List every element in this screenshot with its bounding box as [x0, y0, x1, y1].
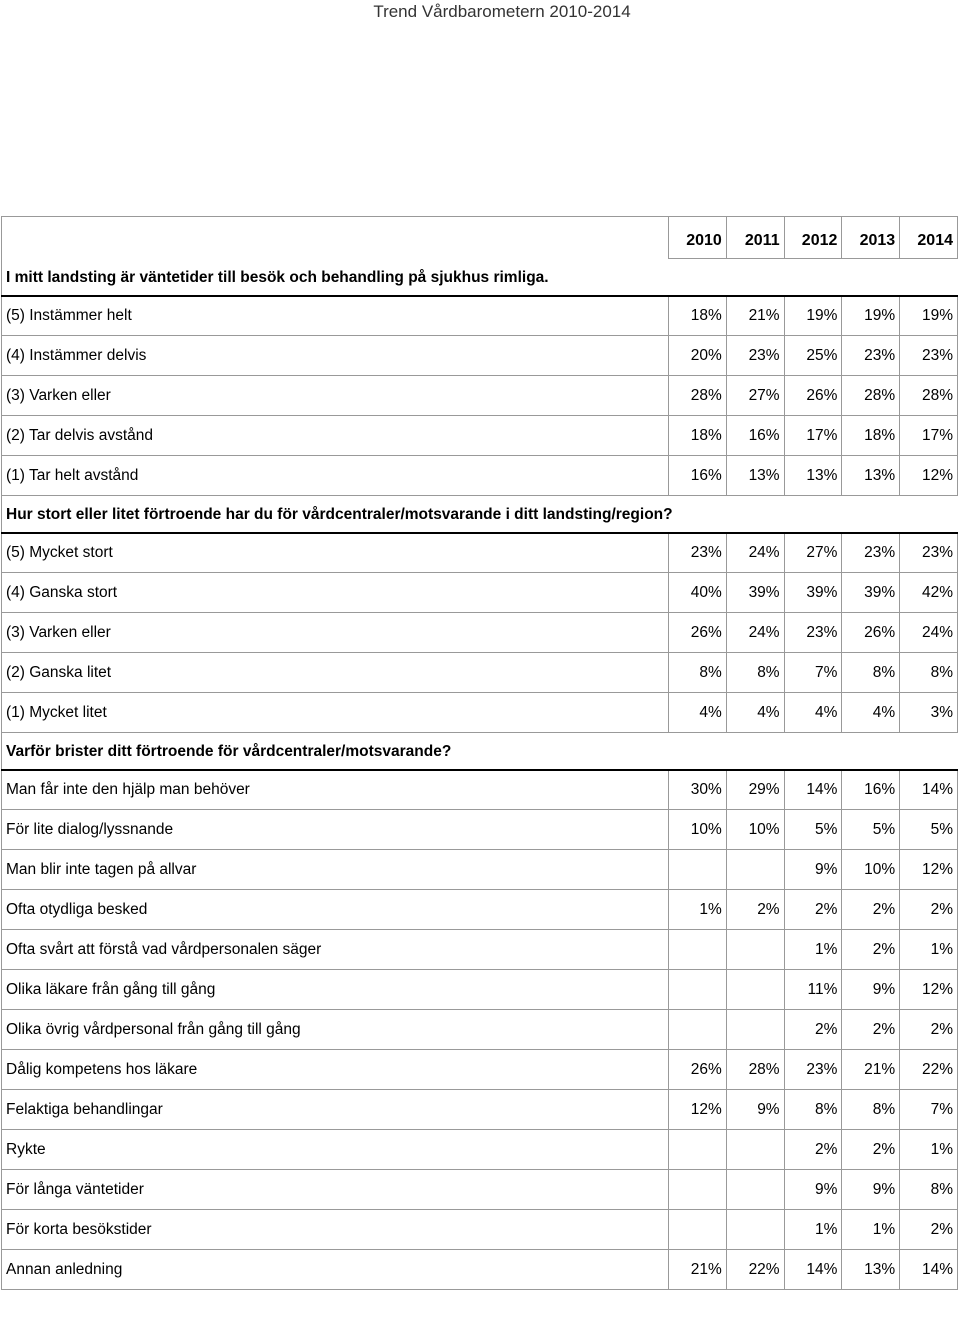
- table-row: [2, 416, 958, 456]
- row-label: (3) Varken eller: [2, 376, 669, 416]
- value-cell-2013: 39%: [842, 573, 900, 613]
- value-cell-2014: 5%: [900, 810, 958, 850]
- value-cell-2014: 14%: [900, 770, 958, 810]
- value-cell-2014: 24%: [900, 613, 958, 653]
- row-label: Ofta otydliga besked: [2, 890, 669, 930]
- value-cell-2012: 2%: [784, 1130, 842, 1170]
- value-cell-2013: 8%: [842, 1090, 900, 1130]
- table-row: [2, 336, 958, 376]
- table-row: [2, 890, 958, 930]
- value-cell-2010: 40%: [669, 573, 727, 613]
- header-empty-cell: [2, 217, 669, 259]
- value-cell-2012: 4%: [784, 693, 842, 733]
- value-cell-2011: 27%: [726, 376, 784, 416]
- table-row: [2, 613, 958, 653]
- value-cell-2010: 16%: [669, 456, 727, 496]
- value-cell-2013: 23%: [842, 336, 900, 376]
- row-label: (4) Ganska stort: [2, 573, 669, 613]
- value-cell-2013: 18%: [842, 416, 900, 456]
- value-cell-2012: 23%: [784, 1050, 842, 1090]
- table-row: [2, 653, 958, 693]
- value-cell-2013: 2%: [842, 890, 900, 930]
- value-cell-2012: 1%: [784, 1210, 842, 1250]
- section-title-row: [2, 496, 958, 533]
- value-cell-2011: 23%: [726, 336, 784, 376]
- value-cell-2010: 26%: [669, 1050, 727, 1090]
- row-label: (2) Ganska litet: [2, 653, 669, 693]
- value-cell-2011: 8%: [726, 653, 784, 693]
- row-label: Felaktiga behandlingar: [2, 1090, 669, 1130]
- section-title: Hur stort eller litet förtroende har du för vårdcentraler/motsvarande i ditt landsting/region?: [2, 496, 958, 533]
- row-label: (2) Tar delvis avstånd: [2, 416, 669, 456]
- table-row: [2, 1050, 958, 1090]
- value-cell-2010: 18%: [669, 296, 727, 336]
- value-cell-2011: 9%: [726, 1090, 784, 1130]
- value-cell-2011: 13%: [726, 456, 784, 496]
- value-cell-2012: 2%: [784, 1010, 842, 1050]
- value-cell-2013: 13%: [842, 1250, 900, 1290]
- value-cell-2014: 2%: [900, 1210, 958, 1250]
- value-cell-2011: 4%: [726, 693, 784, 733]
- value-cell-2011: [726, 1170, 784, 1210]
- row-label: För lite dialog/lyssnande: [2, 810, 669, 850]
- value-cell-2014: 14%: [900, 1250, 958, 1290]
- value-cell-2012: 2%: [784, 890, 842, 930]
- value-cell-2011: 2%: [726, 890, 784, 930]
- value-cell-2012: 9%: [784, 850, 842, 890]
- value-cell-2012: 11%: [784, 970, 842, 1010]
- value-cell-2010: [669, 930, 727, 970]
- value-cell-2014: 2%: [900, 890, 958, 930]
- value-cell-2010: 30%: [669, 770, 727, 810]
- row-label: Rykte: [2, 1130, 669, 1170]
- value-cell-2011: 28%: [726, 1050, 784, 1090]
- table-row: [2, 296, 958, 336]
- value-cell-2010: [669, 1010, 727, 1050]
- value-cell-2012: 27%: [784, 533, 842, 573]
- value-cell-2013: 2%: [842, 930, 900, 970]
- value-cell-2014: 17%: [900, 416, 958, 456]
- year-header-2011: 2011: [726, 217, 784, 259]
- value-cell-2013: 19%: [842, 296, 900, 336]
- value-cell-2011: [726, 850, 784, 890]
- value-cell-2010: 26%: [669, 613, 727, 653]
- table-row: [2, 1250, 958, 1290]
- value-cell-2014: 19%: [900, 296, 958, 336]
- value-cell-2011: 21%: [726, 296, 784, 336]
- value-cell-2010: 12%: [669, 1090, 727, 1130]
- section-title-row: [2, 733, 958, 770]
- value-cell-2013: 2%: [842, 1130, 900, 1170]
- value-cell-2010: 4%: [669, 693, 727, 733]
- value-cell-2013: 16%: [842, 770, 900, 810]
- value-cell-2012: 7%: [784, 653, 842, 693]
- value-cell-2013: 9%: [842, 1170, 900, 1210]
- row-label: För långa väntetider: [2, 1170, 669, 1210]
- value-cell-2010: 21%: [669, 1250, 727, 1290]
- row-label: (1) Mycket litet: [2, 693, 669, 733]
- value-cell-2014: 7%: [900, 1090, 958, 1130]
- value-cell-2014: 1%: [900, 930, 958, 970]
- section-title: Varför brister ditt förtroende för vårdcentraler/motsvarande?: [2, 733, 958, 770]
- row-label: (4) Instämmer delvis: [2, 336, 669, 376]
- value-cell-2010: 20%: [669, 336, 727, 376]
- row-label: Man blir inte tagen på allvar: [2, 850, 669, 890]
- row-label: (1) Tar helt avstånd: [2, 456, 669, 496]
- value-cell-2011: 39%: [726, 573, 784, 613]
- value-cell-2010: 1%: [669, 890, 727, 930]
- section-title: I mitt landsting är väntetider till besök och behandling på sjukhus rimliga.: [2, 259, 958, 296]
- table-row: [2, 1170, 958, 1210]
- value-cell-2014: 1%: [900, 1130, 958, 1170]
- value-cell-2010: 8%: [669, 653, 727, 693]
- value-cell-2010: [669, 1210, 727, 1250]
- value-cell-2014: 23%: [900, 336, 958, 376]
- value-cell-2012: 19%: [784, 296, 842, 336]
- value-cell-2013: 8%: [842, 653, 900, 693]
- value-cell-2014: 2%: [900, 1010, 958, 1050]
- value-cell-2010: 28%: [669, 376, 727, 416]
- value-cell-2011: 16%: [726, 416, 784, 456]
- value-cell-2011: 24%: [726, 613, 784, 653]
- value-cell-2014: 12%: [900, 850, 958, 890]
- value-cell-2013: 4%: [842, 693, 900, 733]
- value-cell-2014: 8%: [900, 1170, 958, 1210]
- year-header-2013: 2013: [842, 217, 900, 259]
- value-cell-2011: [726, 970, 784, 1010]
- table-row: [2, 850, 958, 890]
- value-cell-2012: 1%: [784, 930, 842, 970]
- table-row: [2, 810, 958, 850]
- table-row: [2, 376, 958, 416]
- year-header-row: [2, 217, 958, 259]
- survey-table: [1, 216, 958, 1290]
- table-row: [2, 770, 958, 810]
- row-label: För korta besökstider: [2, 1210, 669, 1250]
- value-cell-2013: 1%: [842, 1210, 900, 1250]
- value-cell-2014: 12%: [900, 456, 958, 496]
- value-cell-2012: 14%: [784, 1250, 842, 1290]
- value-cell-2012: 25%: [784, 336, 842, 376]
- row-label: Dålig kompetens hos läkare: [2, 1050, 669, 1090]
- section-title-row: [2, 259, 958, 296]
- row-label: Annan anledning: [2, 1250, 669, 1290]
- row-label: (5) Mycket stort: [2, 533, 669, 573]
- value-cell-2013: 26%: [842, 613, 900, 653]
- value-cell-2010: [669, 850, 727, 890]
- value-cell-2014: 22%: [900, 1050, 958, 1090]
- year-header-2014: 2014: [900, 217, 958, 259]
- value-cell-2013: 5%: [842, 810, 900, 850]
- table-row: [2, 1210, 958, 1250]
- value-cell-2012: 23%: [784, 613, 842, 653]
- table-row: [2, 693, 958, 733]
- row-label: Man får inte den hjälp man behöver: [2, 770, 669, 810]
- value-cell-2014: 28%: [900, 376, 958, 416]
- row-label: Olika läkare från gång till gång: [2, 970, 669, 1010]
- value-cell-2014: 23%: [900, 533, 958, 573]
- value-cell-2012: 17%: [784, 416, 842, 456]
- row-label: Ofta svårt att förstå vad vårdpersonalen säger: [2, 930, 669, 970]
- value-cell-2014: 42%: [900, 573, 958, 613]
- row-label: (5) Instämmer helt: [2, 296, 669, 336]
- table-row: [2, 533, 958, 573]
- row-label: Olika övrig vårdpersonal från gång till gång: [2, 1010, 669, 1050]
- table-row: [2, 456, 958, 496]
- value-cell-2011: [726, 1210, 784, 1250]
- value-cell-2012: 39%: [784, 573, 842, 613]
- value-cell-2012: 9%: [784, 1170, 842, 1210]
- value-cell-2011: [726, 1010, 784, 1050]
- value-cell-2014: 8%: [900, 653, 958, 693]
- value-cell-2013: 10%: [842, 850, 900, 890]
- value-cell-2011: 24%: [726, 533, 784, 573]
- value-cell-2013: 28%: [842, 376, 900, 416]
- table-row: [2, 970, 958, 1010]
- value-cell-2012: 14%: [784, 770, 842, 810]
- value-cell-2011: [726, 1130, 784, 1170]
- table-row: [2, 573, 958, 613]
- value-cell-2013: 2%: [842, 1010, 900, 1050]
- value-cell-2011: [726, 930, 784, 970]
- value-cell-2012: 13%: [784, 456, 842, 496]
- table-row: [2, 1130, 958, 1170]
- value-cell-2014: 3%: [900, 693, 958, 733]
- value-cell-2012: 8%: [784, 1090, 842, 1130]
- value-cell-2013: 23%: [842, 533, 900, 573]
- value-cell-2010: 18%: [669, 416, 727, 456]
- value-cell-2012: 26%: [784, 376, 842, 416]
- value-cell-2014: 12%: [900, 970, 958, 1010]
- value-cell-2013: 9%: [842, 970, 900, 1010]
- value-cell-2012: 5%: [784, 810, 842, 850]
- value-cell-2013: 13%: [842, 456, 900, 496]
- year-header-2010: 2010: [669, 217, 727, 259]
- year-header-2012: 2012: [784, 217, 842, 259]
- value-cell-2010: 10%: [669, 810, 727, 850]
- value-cell-2011: 29%: [726, 770, 784, 810]
- value-cell-2010: [669, 1130, 727, 1170]
- table-row: [2, 930, 958, 970]
- value-cell-2010: 23%: [669, 533, 727, 573]
- row-label: (3) Varken eller: [2, 613, 669, 653]
- table-row: [2, 1090, 958, 1130]
- survey-table-body: [2, 217, 958, 1290]
- value-cell-2013: 21%: [842, 1050, 900, 1090]
- value-cell-2011: 10%: [726, 810, 784, 850]
- value-cell-2010: [669, 1170, 727, 1210]
- page-header: Trend Vårdbarometern 2010-2014: [373, 2, 631, 21]
- value-cell-2010: [669, 970, 727, 1010]
- table-row: [2, 1010, 958, 1050]
- value-cell-2011: 22%: [726, 1250, 784, 1290]
